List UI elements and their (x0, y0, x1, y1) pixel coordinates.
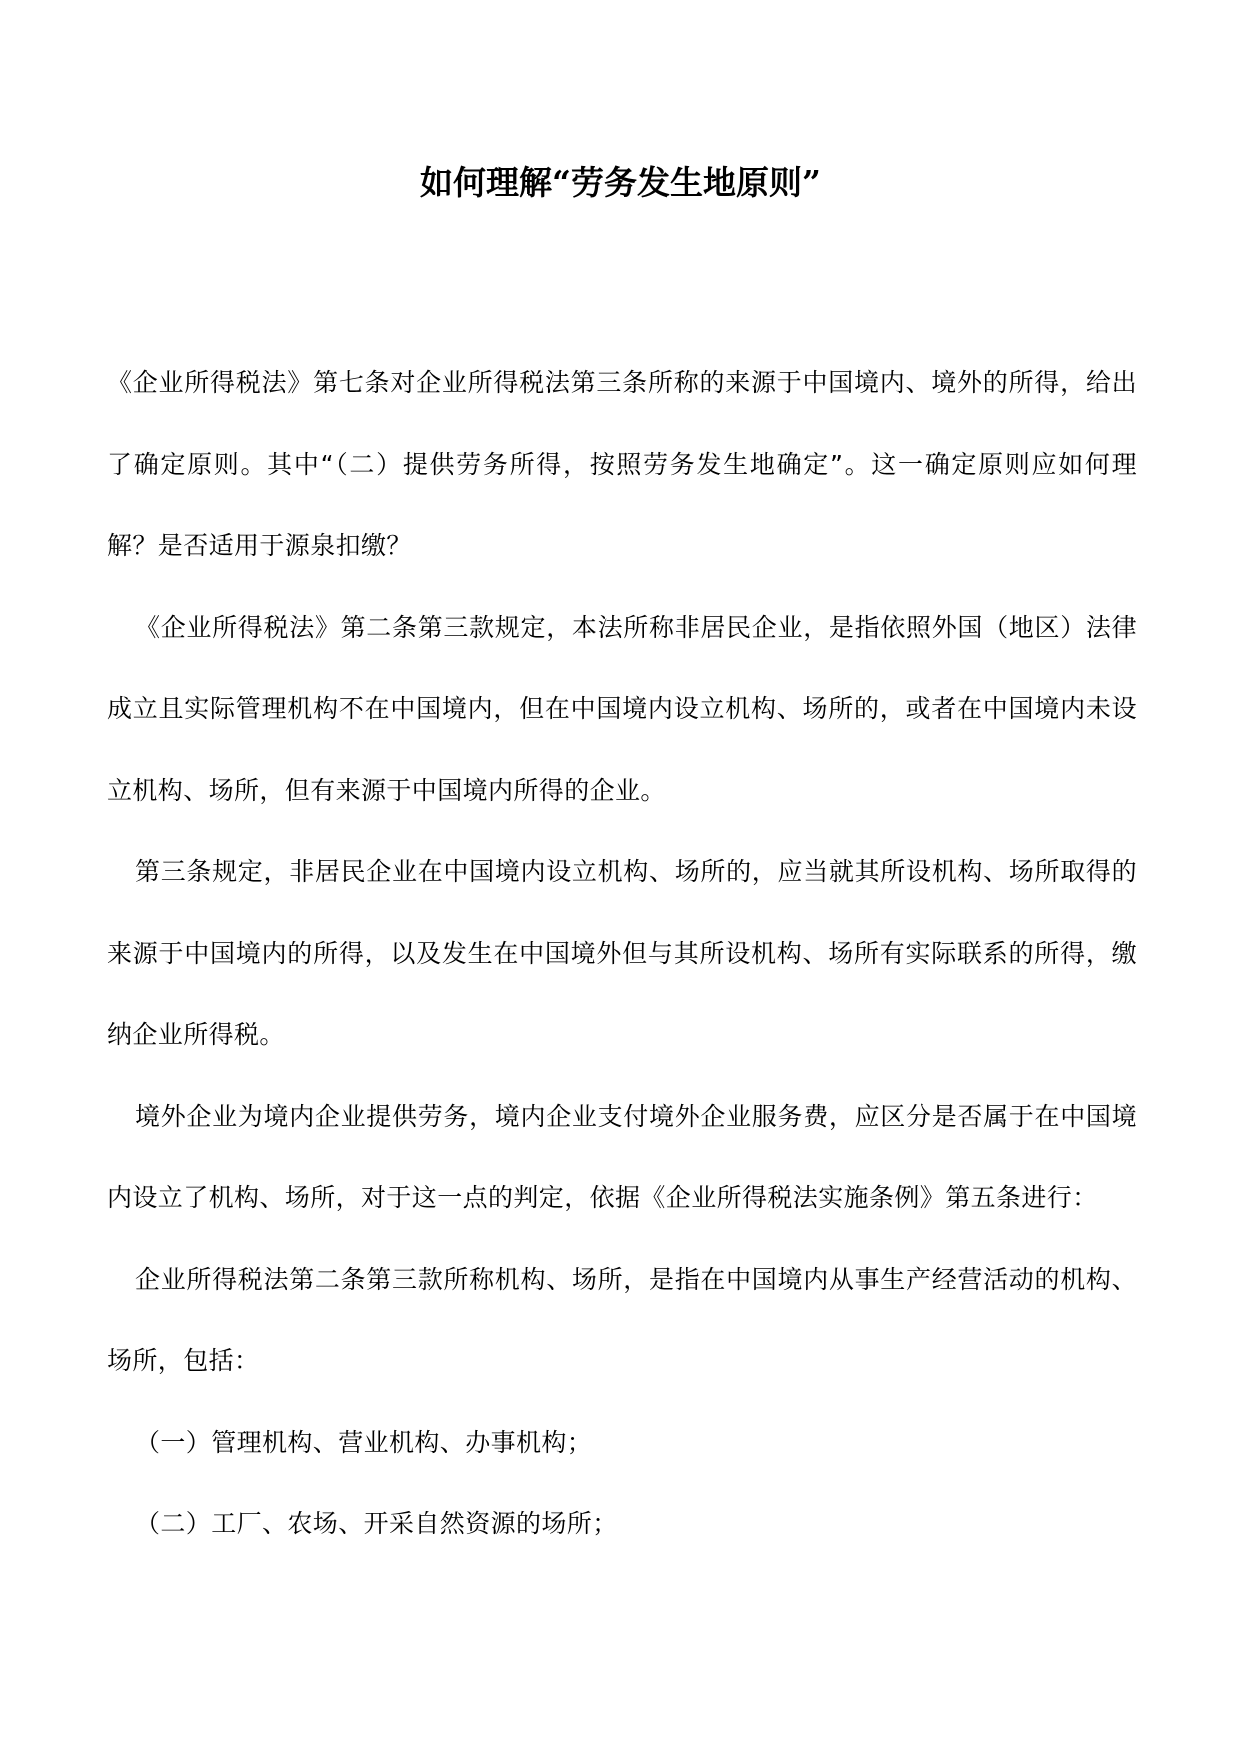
paragraph-question: 《企业所得税法》第七条对企业所得税法第三条所称的来源于中国境内、境外的所得，给出了确定原则。其中“（二）提供劳务所得，按照劳务发生地确定”。这一确定原则应如何理解？是否适用于源泉扣缴？ (107, 368, 1137, 560)
list-item: （二）工厂、农场、开采自然资源的场所； (135, 1509, 618, 1538)
document-title: 如何理解“劳务发生地原则” (420, 163, 821, 202)
paragraph-article-3: 第三条规定，非居民企业在中国境内设立机构、场所的，应当就其所设机构、场所取得的来源于中国境内的所得，以及发生在中国境外但与其所设机构、场所有实际联系的所得，缴纳企业所得税。 (107, 857, 1137, 1049)
document-body (107, 342, 1137, 1565)
paragraph-establishment-definition: 企业所得税法第二条第三款所称机构、场所，是指在中国境内从事生产经营活动的机构、场所，包括： (107, 1264, 1137, 1375)
list-item: （一）管理机构、营业机构、办事机构； (135, 1427, 593, 1457)
paragraph-article-2: 《企业所得税法》第二条第三款规定，本法所称非居民企业，是指依照外国（地区）法律成立且实际管理机构不在中国境内，但在中国境内设立机构、场所的，或者在中国境内未设立机构、场所，但有来源于中国境内所得的企业。 (107, 612, 1137, 805)
paragraph-overseas-services: 境外企业为境内企业提供劳务，境内企业支付境外企业服务费，应区分是否属于在中国境内设立了机构、场所，对于这一点的判定，依据《企业所得税法实施条例》第五条进行： (107, 1101, 1137, 1212)
